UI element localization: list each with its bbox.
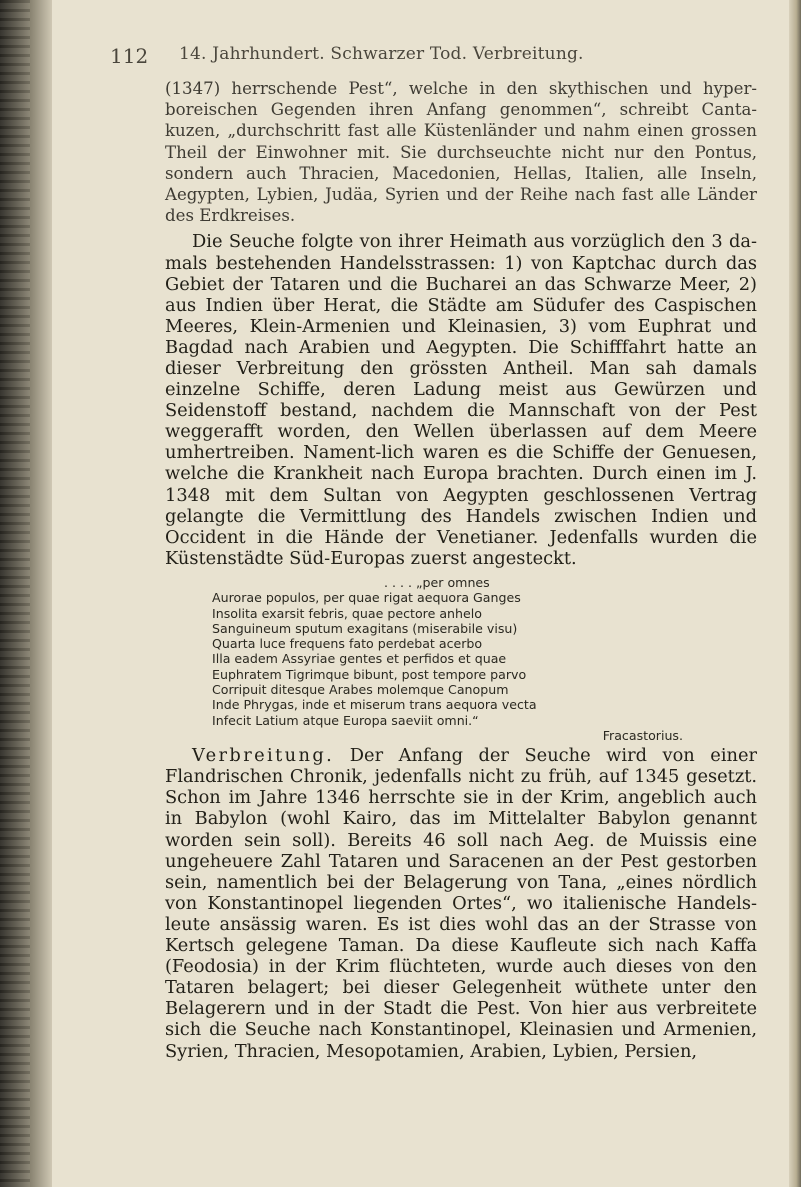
- quote-line-8: Corripuit ditesque Arabes molemque Canopum: [212, 682, 509, 697]
- paragraph-3-text: Der Anfang der Seuche wird von einer Flandrischen Chronik, jedenfalls nicht zu früh, auf 1345 gesetzt. Schon im Jahre 1346 herrschte sie in der Krim, angeblich auch in Babylon (wohl Kairo, das im Mittelalter Babylon genannt worden sein soll). Bereits 46 soll nach Aeg. de Muissis eine ungeheuere Zahl Tataren und Saracenen an der Pest gestorben sein, namentlich bei der Belagerung von Tana, „eines nördlich von Konstantinopel liegenden Ortes“, wo italienische Handels-leute ansässig waren. Es ist dies wohl das an der Strasse von Kertsch gelegene Taman. Da diese Kaufleute sich nach Kaffa (Feodosia) in der Krim flüchteten, wurde auch dieses von den Tataren belagert; bei dieser Gelegenheit wüthete unter den Belagerern und in der Stadt die Pest. Von hier aus verbreitete sich die Seuche nach Konstantinopel, Kleinasien und Armenien, Syrien, Thracien, Mesopotamien, Arabien, Lybien, Persien,: [165, 745, 757, 1062]
- quote-line-7: Euphratem Tigrimque bibunt, post tempore parvo: [212, 666, 527, 682]
- page-edge: [789, 0, 801, 1187]
- quote-line-2: Aurorae populos, per quae rigat aequora Ganges: [212, 590, 521, 606]
- text-block: [110, 44, 757, 1062]
- paragraph-2: Die Seuche folgte von ihrer Heimath aus vorzüglich den 3 da-mals bestehenden Handelsstrassen: 1) von Kaptchac durch das Gebiet der Tataren und die Bucharei an das Schwarze Meer, 2) aus Indien über Herat, die Städte am Südufer des Caspischen Meeres, Klein-Armenien und Kleinasien, 3) vom Euphrat und Bagdad nach Arabien und Aegypten. Die Schifffahrt hatte an dieser Verbreitung den grössten Antheil. Man sah damals einzelne Schiffe, deren Ladung meist aus Gewürzen und Seidenstoff bestand, nachdem die Mannschaft von der Pest weggerafft worden, den Wellen überlassen auf dem Meere umhertreiben. Nament-lich waren es die Schiffe der Genuesen, welche die Krankheit nach Europa brachten. Durch einen im J. 1348 mit dem Sultan von Aegypten geschlossenen Vertrag gelangte die Vermittlung des Handels zwischen Indien und Occident in die Hände der Venetianer. Jedenfalls wurden die Küstenstädte Süd-Europas zuerst angesteckt.: [165, 231, 757, 569]
- paragraph-1: (1347) herrschende Pest“, welche in den skythischen und hyper-boreischen Gegenden ihren Anfang genommen“, schreibt Canta-kuzen, „durchschritt fast alle Küstenländer und nahm einen grossen Theil der Einwohner mit. Sie durchseuchte nicht nur den Pontus, sondern auch Thracien, Macedonien, Hellas, Italien, alle Inseln, Aegypten, Lybien, Judäa, Syrien und der Reihe nach fast alle Länder des Erdkreises.: [165, 79, 757, 226]
- quote-line-4: Sanguineum sputum exagitans (miserabile visu): [212, 620, 518, 636]
- running-title: 14. Jahrhundert. Schwarzer Tod. Verbreitung.: [179, 44, 584, 64]
- quote-line-3: Insolita exarsit febris, quae pectore anhelo: [212, 605, 482, 621]
- quote-line-1: . . . . „per omnes: [384, 574, 490, 590]
- quote-line-6: Illa eadem Assyriae gentes et perfidos et quae: [212, 651, 507, 667]
- quote-signature: Fracastorius.: [602, 727, 683, 743]
- quote-line-10: Infecit Latium atque Europa saeviit omni.“: [212, 712, 479, 728]
- quote-line-9: Inde Phrygas, inde et miserum trans aequora vecta: [212, 697, 537, 713]
- latin-quote: [212, 575, 757, 743]
- paragraph-3: [165, 745, 757, 1061]
- page-number: 112: [110, 44, 149, 68]
- spine-shadow: [0, 0, 30, 1187]
- running-header: [110, 44, 757, 78]
- quote-line-5: Quarta luce frequens fato perdebat acerbo: [212, 636, 483, 652]
- book-spine: [0, 0, 52, 1187]
- section-lead: Verbreitung.: [192, 745, 335, 767]
